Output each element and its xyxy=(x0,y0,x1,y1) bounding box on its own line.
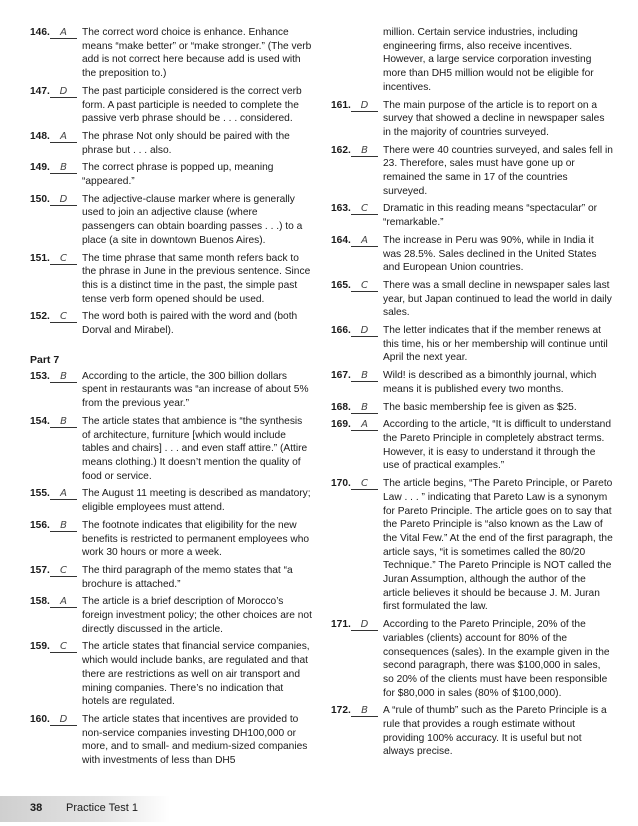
explanation-text: The time phrase that same month refers back to the phrase in June in the previous sentence. Since this is a distinct time in the past, the simple past tense verb form opened should be used. xyxy=(82,252,311,305)
answer-letter: D xyxy=(50,193,77,206)
explanation-text: The August 11 meeting is described as mandatory; eligible employees must attend. xyxy=(82,488,311,514)
explanation-text: The phrase Not only should be paired with the phrase but . . . also. xyxy=(82,130,290,156)
answer-entry xyxy=(331,324,613,365)
explanation-text: There was a small decline in newspaper sales last year, but Japan continued to lead the world in daily sales. xyxy=(383,279,612,319)
answer-letter: B xyxy=(50,519,77,532)
answer-entry xyxy=(30,26,312,81)
answer-letter: A xyxy=(50,487,77,500)
question-number: 165. xyxy=(331,279,351,291)
explanation-text: The correct word choice is enhance. Enhance means “make better” or “make stronger.” (The verb add is not correct here because add is used with the preposition to.) xyxy=(82,27,312,80)
question-number: 157. xyxy=(30,564,50,576)
footer-label: Practice Test 1 xyxy=(66,802,138,814)
answer-entry xyxy=(331,234,613,275)
explanation-text: The letter indicates that if the member renews at this time, his or her membership will continue until April the next year. xyxy=(383,325,608,364)
answer-entry xyxy=(331,279,613,320)
part7-answers xyxy=(30,370,312,768)
answer-entry xyxy=(331,704,613,759)
explanation-text: According to the Pareto Principle, 20% of the variables (clients) account for 80% of the consequences (sales). In the example given in the second paragraph, there was $100,000 in sales, so 20% of the clients must have been responsible for $80,000 in sales (80% of $100,000). xyxy=(383,619,610,699)
page-number: 38 xyxy=(30,802,43,814)
explanation-text: The article is a brief description of Morocco’s foreign investment policy; the other choices are not directly discussed in the article. xyxy=(82,596,312,635)
answer-letter: A xyxy=(50,26,77,39)
answer-entry xyxy=(30,310,312,337)
question-number: 160. xyxy=(30,713,50,725)
question-number: 149. xyxy=(30,162,50,174)
question-number: 168. xyxy=(331,401,351,413)
answer-entry xyxy=(331,401,613,415)
left-column xyxy=(30,26,312,772)
answer-letter: A xyxy=(50,595,77,608)
question-number: 163. xyxy=(331,203,351,215)
explanation-text: According to the article, “It is difficult to understand the Pareto Principle in completely abstract terms. However, it is easy to understand it through the use of practical examples.” xyxy=(383,419,612,472)
explanation-text: The past participle considered is the correct verb form. A past participle is needed to complete the passive verb phrase should be . . . considered. xyxy=(82,85,302,125)
answer-letter: B xyxy=(351,144,378,157)
answer-entry xyxy=(30,85,312,126)
explanation-text: The main purpose of the article is to report on a survey that showed a decline in newspaper sales in the majority of countries surveyed. xyxy=(383,99,605,138)
question-number: 159. xyxy=(30,641,50,653)
answer-entry xyxy=(30,161,312,188)
answer-entry xyxy=(30,595,312,636)
answer-entry xyxy=(30,519,312,560)
explanation-text: The word both is paired with the word and (both Dorval and Mirabel). xyxy=(82,311,298,337)
answer-entry xyxy=(331,418,613,473)
question-number: 150. xyxy=(30,193,50,205)
answer-letter: A xyxy=(351,234,378,247)
continuation-text xyxy=(331,26,613,95)
continuation-paragraph: million. Certain service industries, including engineering firms, also receive incentives. However, a large service corporation investing more than DH5 million would not be eligible for incentives. xyxy=(383,27,594,93)
question-number: 172. xyxy=(331,705,351,717)
answer-letter: C xyxy=(351,279,378,292)
question-number: 169. xyxy=(331,419,351,431)
explanation-text: A “rule of thumb” such as the Pareto Principle is a rule that provides a rough estimate without providing 100% accuracy. It is useful but not always precise. xyxy=(383,705,607,758)
explanation-text: There were 40 countries surveyed, and sales fell in 23. Therefore, sales must have gone up or remained the same in 17 of the countries surveyed. xyxy=(383,144,613,197)
question-number: 152. xyxy=(30,311,50,323)
explanation-text: The article states that financial service companies, which would include banks, are regulated and that there are restrictions as well on air transport and mining companies. There’s no indication that hotels are regulated. xyxy=(82,641,310,708)
answer-entry xyxy=(30,564,312,591)
question-number: 156. xyxy=(30,519,50,531)
answer-entry xyxy=(30,415,312,484)
answer-letter: C xyxy=(50,640,77,653)
answer-entry xyxy=(331,99,613,140)
answer-entry xyxy=(30,713,312,768)
explanation-text: Wild! is described as a bimonthly journal, which means it is published every two months. xyxy=(383,370,597,395)
part7-heading: Part 7 xyxy=(30,353,60,366)
answer-letter: D xyxy=(50,713,77,726)
question-number: 153. xyxy=(30,370,50,382)
explanation-text: The adjective-clause marker where is generally used to join an adjective clause (where passengers can obtain boarding passes . . .) to a place (a site in downtown Buenos Aires). xyxy=(82,193,303,246)
explanation-text: The increase in Peru was 90%, while in India it was 28.5%. Sales declined in the United States and European Union countries. xyxy=(383,234,597,274)
answer-letter: D xyxy=(351,99,378,112)
answer-letter: B xyxy=(50,370,77,383)
question-number: 167. xyxy=(331,370,351,382)
explanation-text: The article states that ambience is “the synthesis of architecture, furniture [which would include tables and chairs] . . . and even staff attire.” (Attire means clothing.) It doesn’t mention the quality of food or service. xyxy=(82,415,308,482)
answer-letter: C xyxy=(351,477,378,490)
answer-letter: D xyxy=(50,85,77,98)
question-number: 161. xyxy=(331,99,351,111)
answer-letter: C xyxy=(50,310,77,323)
question-number: 154. xyxy=(30,415,50,427)
question-number: 158. xyxy=(30,596,50,608)
answer-entry xyxy=(331,618,613,700)
question-number: 147. xyxy=(30,85,50,97)
question-number: 162. xyxy=(331,144,351,156)
question-number: 166. xyxy=(331,325,351,337)
explanation-text: According to the article, the 300 billion dollars spent in restaurants was “an increase of about 5% from the previous year.” xyxy=(82,370,309,410)
right-answers xyxy=(331,99,613,760)
answer-letter: A xyxy=(351,418,378,431)
answer-entry xyxy=(331,144,613,199)
explanation-text: The footnote indicates that eligibility for the new benefits is restricted to permanent employees who work 30 hours or more a week. xyxy=(82,519,310,559)
right-column xyxy=(331,26,613,763)
answer-letter: C xyxy=(351,202,378,215)
answer-letter: D xyxy=(351,618,378,631)
question-number: 155. xyxy=(30,488,50,500)
answer-letter: C xyxy=(50,564,77,577)
question-number: 171. xyxy=(331,619,351,631)
answer-letter: B xyxy=(351,704,378,717)
answer-entry xyxy=(30,370,312,411)
answer-letter: A xyxy=(50,130,77,143)
question-number: 148. xyxy=(30,130,50,142)
answer-letter: D xyxy=(351,324,378,337)
answer-entry xyxy=(30,487,312,514)
answer-entry xyxy=(30,640,312,709)
answer-letter: B xyxy=(351,401,378,414)
answer-entry xyxy=(30,193,312,248)
page-footer xyxy=(0,796,638,826)
answer-entry xyxy=(30,130,312,157)
question-number: 151. xyxy=(30,252,50,264)
answer-entry xyxy=(331,369,613,396)
part6-answers xyxy=(30,26,312,338)
explanation-text: The basic membership fee is given as $25. xyxy=(383,401,577,413)
question-number: 164. xyxy=(331,234,351,246)
answer-entry xyxy=(331,202,613,229)
question-number: 146. xyxy=(30,27,50,38)
answer-letter: B xyxy=(351,369,378,382)
answer-entry xyxy=(30,252,312,307)
explanation-text: The third paragraph of the memo states that “a brochure is attached.” xyxy=(82,564,293,590)
explanation-text: Dramatic in this reading means “spectacular” or “remarkable.” xyxy=(383,203,598,229)
answer-entry xyxy=(331,477,613,614)
answer-letter: B xyxy=(50,415,77,428)
explanation-text: The correct phrase is popped up, meaning “appeared.” xyxy=(82,162,274,188)
question-number: 170. xyxy=(331,478,351,490)
explanation-text: The article begins, “The Pareto Principle, or Pareto Law . . . ” indicating that Pareto Law is a synonym for Pareto Principle. The article goes on to say that the Pareto Principle is “also known as the Law of the Vital Few.” At the end of the first paragraph, the article says, “it is sometimes called the 80/20 Technique.” The Pareto Principle is NOT called the Juran Assumption, although the author of the article believes it should be because J. M. Juran first formulated the law. xyxy=(383,478,613,613)
answer-letter: C xyxy=(50,252,77,265)
answer-letter: B xyxy=(50,161,77,174)
explanation-text: The article states that incentives are provided to non-service companies investing DH100,000 or more, and to small- and medium-sized companies with investments of less than DH5 xyxy=(82,713,308,767)
